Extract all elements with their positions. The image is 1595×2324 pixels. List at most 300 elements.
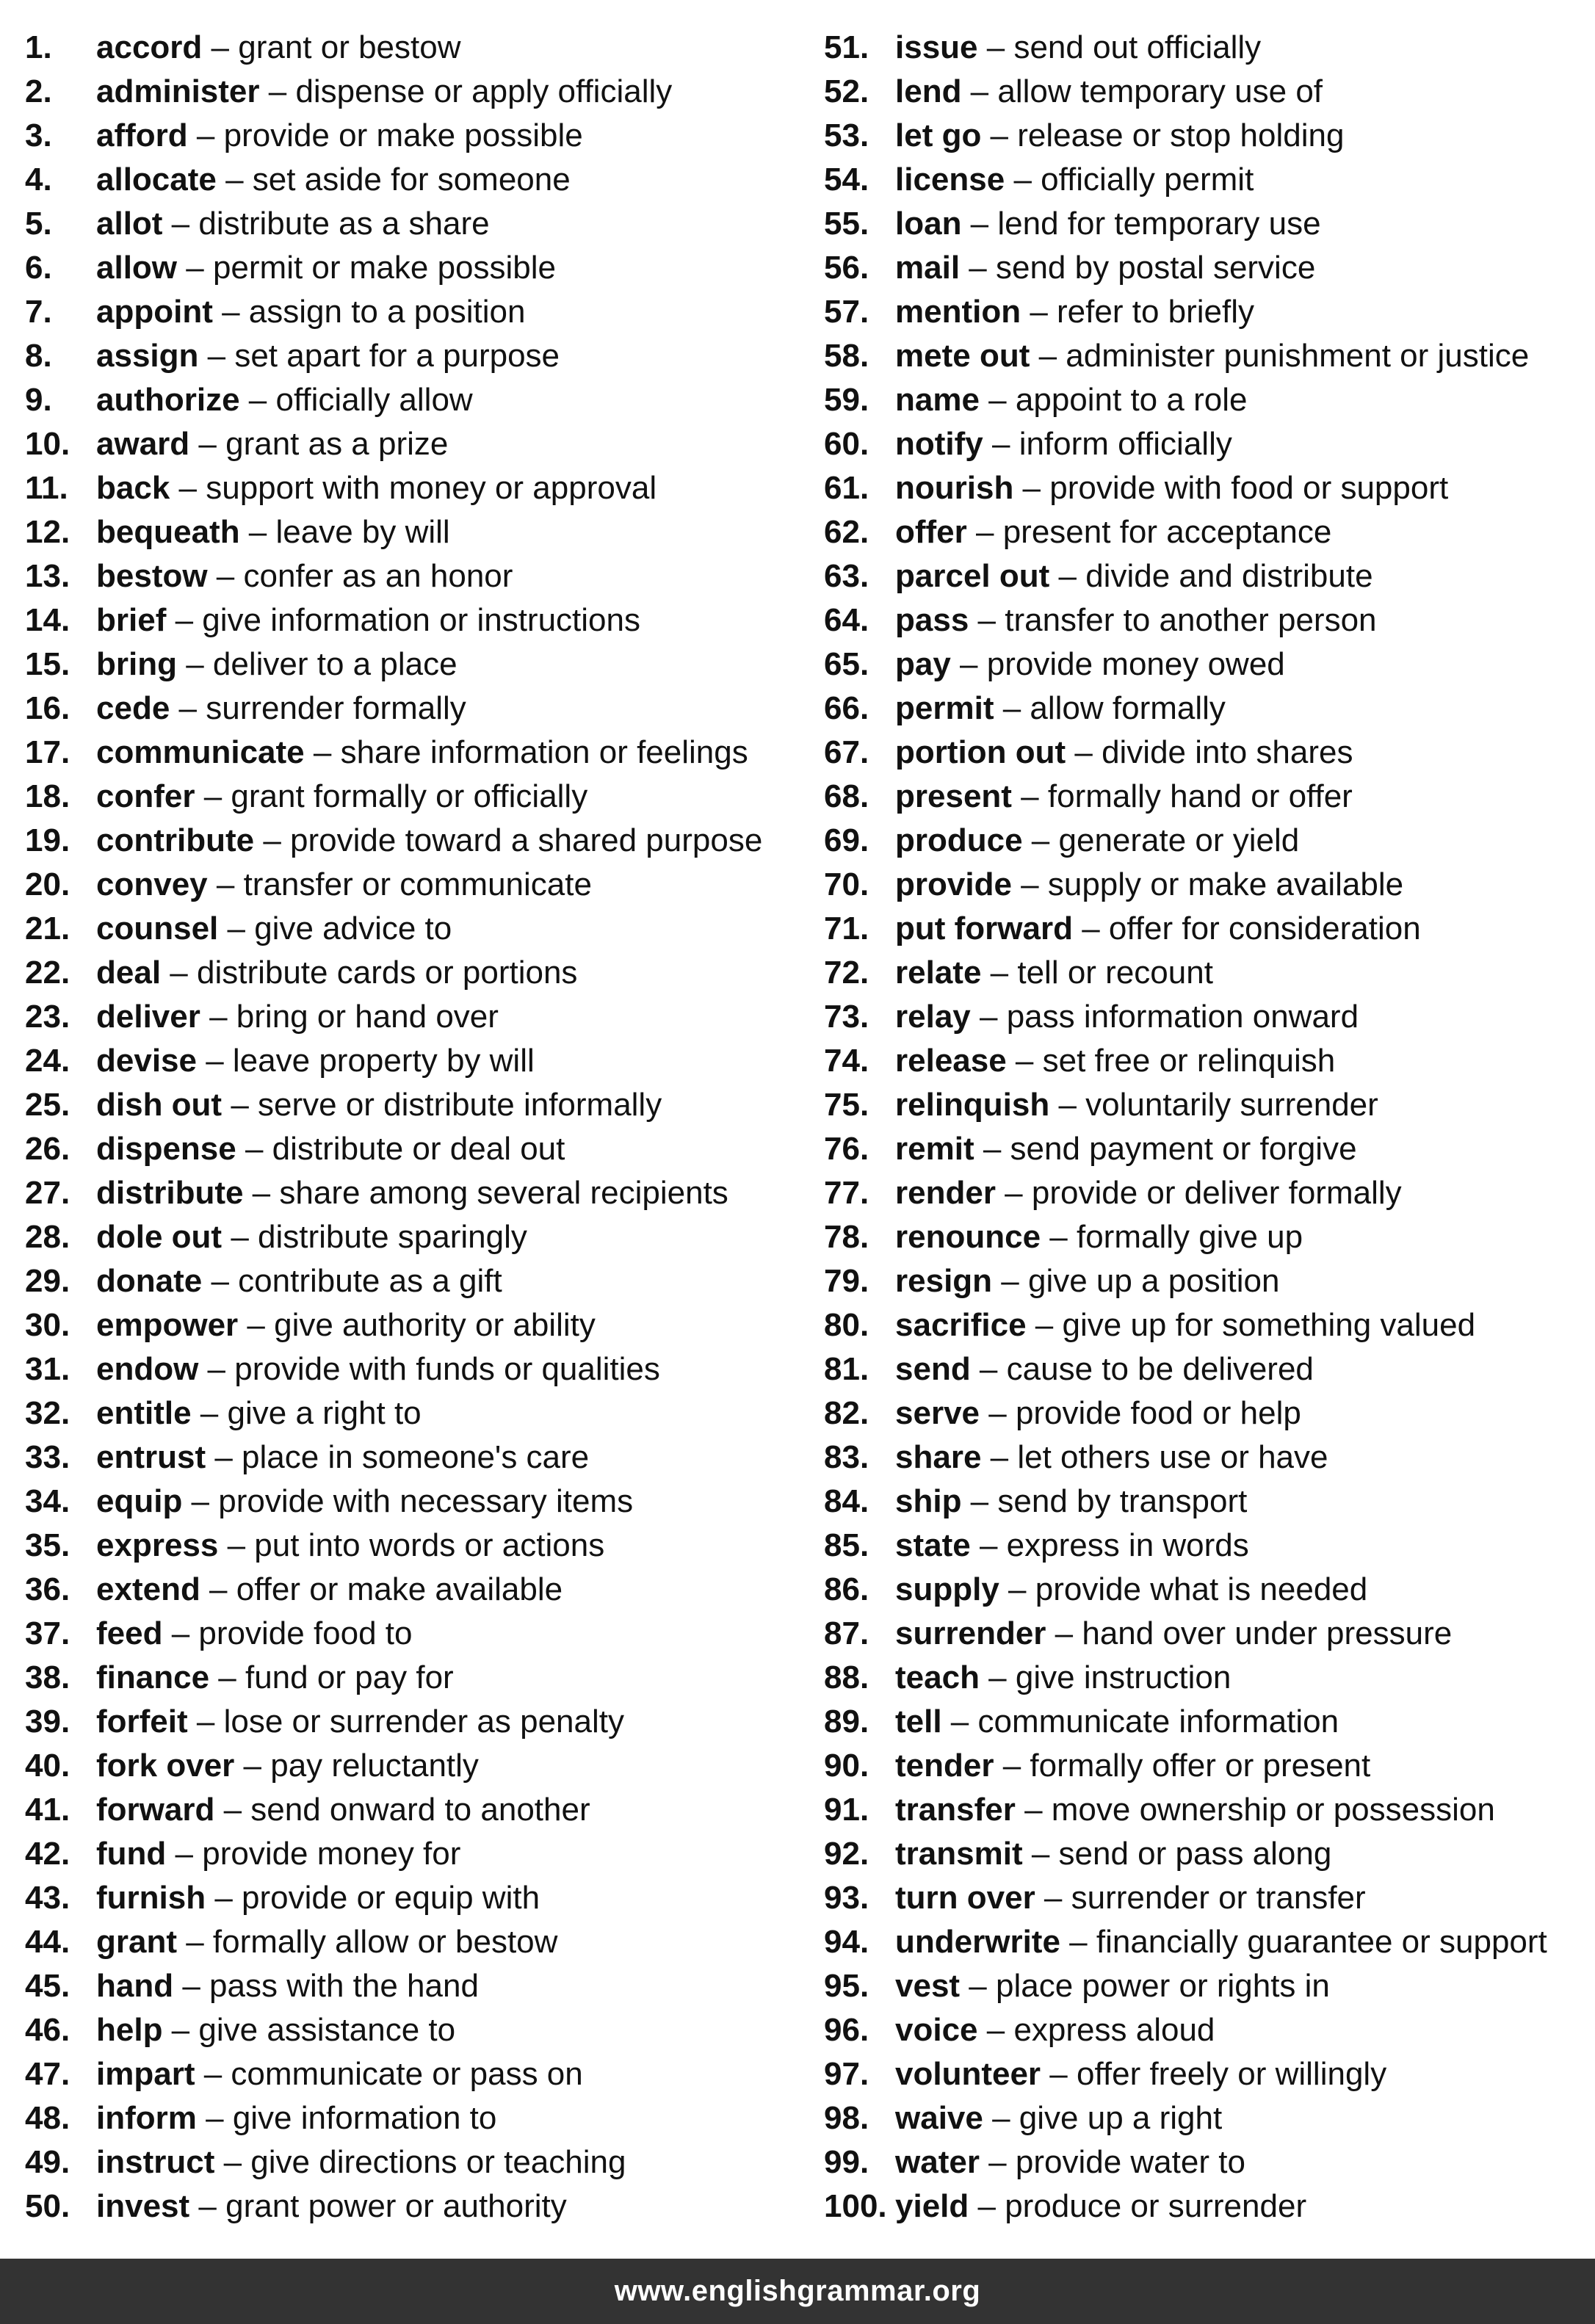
item-text <box>96 1127 565 1171</box>
list-item <box>824 951 1588 995</box>
item-word: provide <box>895 866 1012 902</box>
item-definition: assign to a position <box>248 294 526 330</box>
item-word: entitle <box>96 1395 192 1431</box>
item-word: express <box>96 1527 219 1563</box>
item-text <box>96 907 452 951</box>
list-item <box>824 2052 1588 2096</box>
list-item <box>25 554 796 598</box>
item-separator: – <box>1011 866 1048 902</box>
item-text <box>895 863 1403 907</box>
list-item <box>824 1083 1588 1127</box>
item-definition: share information or feelings <box>340 734 748 770</box>
item-text <box>895 1612 1452 1656</box>
item-number: 23. <box>25 999 70 1035</box>
item-number: 12. <box>25 514 70 550</box>
item-number: 72. <box>824 955 869 991</box>
item-separator: – <box>941 1704 978 1740</box>
list-item <box>25 1612 796 1656</box>
item-number: 88. <box>824 1659 869 1695</box>
item-text <box>895 2184 1306 2229</box>
item-number: 100. <box>824 2188 887 2224</box>
item-word: bestow <box>96 558 208 594</box>
item-number: 26. <box>25 1131 70 1167</box>
item-word: parcel out <box>895 558 1050 594</box>
item-definition: give information to <box>232 2100 497 2136</box>
item-definition: provide with funds or qualities <box>234 1351 660 1387</box>
item-separator: – <box>970 1351 1007 1387</box>
item-word: hand <box>96 1968 174 2004</box>
list-item <box>25 642 796 687</box>
list-item <box>25 598 796 642</box>
item-word: extend <box>96 1571 200 1607</box>
item-definition: permit or make possible <box>212 250 557 286</box>
item-separator: – <box>254 822 291 858</box>
item-definition: move ownership or possession <box>1051 1792 1495 1828</box>
item-definition: contribute as a gift <box>238 1263 502 1299</box>
item-definition: administer punishment or justice <box>1066 338 1530 374</box>
list-item <box>824 1039 1588 1083</box>
item-definition: lend for temporary use <box>997 206 1321 242</box>
item-separator: – <box>161 955 197 991</box>
list-item <box>25 995 796 1039</box>
item-word: issue <box>895 29 978 65</box>
item-text <box>96 1524 604 1568</box>
item-number: 68. <box>824 778 869 814</box>
item-number: 20. <box>25 866 70 902</box>
item-word: produce <box>895 822 1023 858</box>
item-number: 89. <box>824 1704 869 1740</box>
item-separator: – <box>195 2056 231 2092</box>
item-word: dish out <box>96 1087 223 1123</box>
item-word: appoint <box>96 294 213 330</box>
item-word: supply <box>895 1571 999 1607</box>
item-separator: – <box>177 1924 213 1960</box>
list-item <box>824 1876 1588 1920</box>
item-number: 82. <box>824 1395 869 1431</box>
item-definition: produce or surrender <box>1005 2188 1307 2224</box>
item-word: pay <box>895 646 951 682</box>
item-definition: send by transport <box>997 1483 1248 1519</box>
item-definition: formally offer or present <box>1030 1748 1371 1784</box>
item-text <box>895 1480 1247 1524</box>
item-definition: give a right to <box>227 1395 422 1431</box>
item-text <box>96 2140 626 2184</box>
item-definition: release or stop holding <box>1017 117 1345 153</box>
item-definition: express aloud <box>1013 2012 1215 2048</box>
item-word: devise <box>96 1043 197 1079</box>
item-definition: pay reluctantly <box>270 1748 479 1784</box>
list-item <box>824 202 1588 246</box>
item-number: 49. <box>25 2144 70 2180</box>
item-number: 47. <box>25 2056 70 2092</box>
item-word: lend <box>895 73 962 109</box>
item-word: entrust <box>96 1439 206 1475</box>
item-separator: – <box>177 250 213 286</box>
item-definition: set aside for someone <box>252 162 571 198</box>
item-word: relate <box>895 955 982 991</box>
item-separator: – <box>202 29 239 65</box>
list-item <box>25 1744 796 1788</box>
item-definition: provide with necessary items <box>218 1483 634 1519</box>
list-item <box>824 598 1588 642</box>
item-word: renounce <box>895 1219 1041 1255</box>
item-text <box>96 1436 589 1480</box>
item-definition: provide money for <box>202 1836 461 1872</box>
item-definition: provide or deliver formally <box>1031 1175 1402 1211</box>
list-item <box>824 2184 1588 2229</box>
item-definition: transfer or communicate <box>243 866 592 902</box>
item-separator: – <box>992 1263 1028 1299</box>
item-word: finance <box>96 1659 210 1695</box>
item-text <box>895 290 1254 334</box>
item-number: 19. <box>25 822 70 858</box>
item-word: distribute <box>96 1175 244 1211</box>
item-definition: communicate or pass on <box>231 2056 583 2092</box>
item-word: accord <box>96 29 203 65</box>
item-definition: set free or relinquish <box>1042 1043 1336 1079</box>
item-definition: send or pass along <box>1058 1836 1332 1872</box>
list-item <box>25 290 796 334</box>
item-separator: – <box>979 382 1016 418</box>
item-separator: – <box>166 1836 203 1872</box>
item-number: 38. <box>25 1659 70 1695</box>
item-definition: give up a position <box>1027 1263 1280 1299</box>
item-separator: – <box>170 690 206 726</box>
list-item <box>824 995 1588 1039</box>
item-separator: – <box>961 1483 998 1519</box>
item-word: counsel <box>96 911 219 946</box>
item-word: turn over <box>895 1880 1035 1916</box>
item-separator: – <box>1049 1087 1086 1123</box>
item-separator: – <box>304 734 341 770</box>
item-word: deal <box>96 955 162 991</box>
item-text <box>96 687 466 731</box>
item-separator: – <box>191 1395 228 1431</box>
list-item <box>824 1127 1588 1171</box>
item-separator: – <box>981 117 1018 153</box>
list-item <box>824 1568 1588 1612</box>
item-number: 40. <box>25 1748 70 1784</box>
item-number: 99. <box>824 2144 869 2180</box>
item-text <box>96 1700 624 1744</box>
item-text <box>895 1303 1475 1347</box>
list-item <box>25 1347 796 1391</box>
item-number: 53. <box>824 117 869 153</box>
list-item <box>25 863 796 907</box>
item-definition: let others use or have <box>1017 1439 1328 1475</box>
item-definition: offer freely or willingly <box>1076 2056 1387 2092</box>
item-definition: give up for something valued <box>1062 1307 1476 1343</box>
item-separator: – <box>162 1615 199 1651</box>
item-number: 91. <box>824 1792 869 1828</box>
list-item <box>824 1347 1588 1391</box>
list-item <box>824 1524 1588 1568</box>
item-word: sacrifice <box>895 1307 1027 1343</box>
item-word: back <box>96 470 170 506</box>
item-separator: – <box>950 646 987 682</box>
item-text <box>895 1964 1330 2008</box>
list-item <box>25 202 796 246</box>
item-number: 16. <box>25 690 70 726</box>
item-separator: – <box>218 911 255 946</box>
item-text <box>96 951 577 995</box>
item-text <box>96 1656 454 1700</box>
word-list <box>0 26 1595 2229</box>
item-text <box>96 378 473 422</box>
item-number: 74. <box>824 1043 869 1079</box>
item-definition: put into words or actions <box>254 1527 605 1563</box>
item-text <box>895 1876 1366 1920</box>
list-item <box>25 1700 796 1744</box>
item-definition: appoint to a role <box>1015 382 1248 418</box>
item-definition: divide and distribute <box>1085 558 1373 594</box>
item-number: 67. <box>824 734 869 770</box>
item-separator: – <box>1022 1836 1059 1872</box>
item-word: bequeath <box>96 514 240 550</box>
item-definition: generate or yield <box>1058 822 1300 858</box>
item-text <box>895 1039 1335 1083</box>
item-text <box>96 775 587 819</box>
item-separator: – <box>1072 911 1109 946</box>
item-word: furnish <box>96 1880 206 1916</box>
item-word: confer <box>96 778 195 814</box>
item-separator: – <box>239 514 276 550</box>
item-text <box>96 1612 413 1656</box>
list-item <box>25 1215 796 1259</box>
item-word: relinquish <box>895 1087 1050 1123</box>
item-text <box>895 775 1353 819</box>
item-word: instruct <box>96 2144 215 2180</box>
item-definition: grant power or authority <box>225 2188 567 2224</box>
item-text <box>895 1568 1367 1612</box>
item-separator: – <box>979 1659 1016 1695</box>
item-separator: – <box>195 778 231 814</box>
list-item <box>824 334 1588 378</box>
item-text <box>96 246 556 290</box>
item-number: 65. <box>824 646 869 682</box>
list-item <box>25 114 796 158</box>
item-separator: – <box>969 602 1005 638</box>
list-item <box>824 1259 1588 1303</box>
item-text <box>96 1039 535 1083</box>
item-definition: divide into shares <box>1102 734 1353 770</box>
item-word: award <box>96 426 190 462</box>
item-definition: deliver to a place <box>212 646 457 682</box>
item-text <box>96 70 672 114</box>
list-item <box>25 1568 796 1612</box>
list-item <box>25 466 796 510</box>
item-text <box>96 1391 422 1436</box>
item-separator: – <box>961 73 998 109</box>
item-number: 21. <box>25 911 70 946</box>
item-number: 34. <box>25 1483 70 1519</box>
item-number: 83. <box>824 1439 869 1475</box>
item-definition: send by postal service <box>995 250 1316 286</box>
item-word: render <box>895 1175 996 1211</box>
item-text <box>96 1259 502 1303</box>
item-number: 56. <box>824 250 869 286</box>
item-number: 60. <box>824 426 869 462</box>
item-word: feed <box>96 1615 163 1651</box>
item-separator: – <box>196 2100 233 2136</box>
item-separator: – <box>214 1792 251 1828</box>
item-number: 8. <box>25 338 52 374</box>
item-number: 10. <box>25 426 70 462</box>
item-separator: – <box>198 338 235 374</box>
item-word: brief <box>96 602 167 638</box>
item-definition: provide or make possible <box>223 117 583 153</box>
item-number: 11. <box>25 470 68 506</box>
item-word: underwrite <box>895 1924 1060 1960</box>
item-separator: – <box>980 1395 1016 1431</box>
item-word: mention <box>895 294 1021 330</box>
item-text <box>96 1568 563 1612</box>
item-text <box>96 642 457 687</box>
item-definition: place in someone's care <box>242 1439 590 1475</box>
item-word: equip <box>96 1483 183 1519</box>
item-definition: leave by will <box>275 514 450 550</box>
item-number: 4. <box>25 162 52 198</box>
item-definition: fund or pay for <box>245 1659 454 1695</box>
item-text <box>895 1171 1402 1215</box>
list-item <box>824 1920 1588 1964</box>
item-definition: allow formally <box>1030 690 1226 726</box>
item-separator: – <box>234 1748 271 1784</box>
item-definition: hand over under pressure <box>1082 1615 1453 1651</box>
item-definition: financially guarantee or support <box>1096 1924 1547 1960</box>
item-definition: give up a right <box>1019 2100 1223 2136</box>
item-text <box>895 1127 1357 1171</box>
item-text <box>96 598 640 642</box>
list-item <box>25 2052 796 2096</box>
item-number: 51. <box>824 29 869 65</box>
item-text <box>895 378 1247 422</box>
item-definition: give instruction <box>1015 1659 1231 1695</box>
item-word: tender <box>895 1748 994 1784</box>
item-definition: tell or recount <box>1017 955 1213 991</box>
item-word: fund <box>96 1836 167 1872</box>
item-word: notify <box>895 426 983 462</box>
item-definition: formally hand or offer <box>1047 778 1353 814</box>
item-number: 41. <box>25 1792 70 1828</box>
item-text <box>895 1788 1495 1832</box>
item-word: loan <box>895 206 962 242</box>
item-text <box>895 687 1226 731</box>
list-item <box>824 246 1588 290</box>
item-definition: dispense or apply officially <box>295 73 673 109</box>
item-number: 7. <box>25 294 52 330</box>
list-item <box>824 378 1588 422</box>
list-item <box>824 158 1588 202</box>
item-number: 69. <box>824 822 869 858</box>
item-separator: – <box>1046 1615 1082 1651</box>
list-item <box>824 687 1588 731</box>
item-separator: – <box>206 1439 242 1475</box>
item-text <box>895 554 1373 598</box>
list-item <box>25 1259 796 1303</box>
item-text <box>895 1656 1231 1700</box>
list-item <box>824 70 1588 114</box>
item-separator: – <box>999 1571 1035 1607</box>
item-separator: – <box>1011 778 1048 814</box>
item-separator: – <box>259 73 296 109</box>
item-word: convey <box>96 866 208 902</box>
item-separator: – <box>970 1527 1007 1563</box>
item-separator: – <box>1026 1307 1063 1343</box>
list-item <box>25 158 796 202</box>
item-text <box>96 2052 583 2096</box>
item-word: transfer <box>895 1792 1016 1828</box>
list-item <box>824 642 1588 687</box>
item-number: 36. <box>25 1571 70 1607</box>
item-text <box>96 2008 455 2052</box>
item-word: tell <box>895 1704 942 1740</box>
item-text <box>895 158 1254 202</box>
item-separator: – <box>1035 1880 1071 1916</box>
item-separator: – <box>1041 1219 1077 1255</box>
item-number: 98. <box>824 2100 869 2136</box>
item-definition: distribute as a share <box>198 206 490 242</box>
item-definition: send out officially <box>1013 29 1262 65</box>
item-definition: provide food to <box>198 1615 413 1651</box>
list-item <box>824 1171 1588 1215</box>
item-separator: – <box>974 1131 1010 1167</box>
item-word: yield <box>895 2188 969 2224</box>
item-number: 22. <box>25 955 70 991</box>
item-separator: – <box>239 382 276 418</box>
left-column <box>25 26 796 2229</box>
item-definition: transfer to another person <box>1005 602 1377 638</box>
item-definition: pass with the hand <box>209 1968 479 2004</box>
item-number: 94. <box>824 1924 869 1960</box>
item-text <box>895 26 1261 70</box>
item-text <box>895 642 1285 687</box>
item-word: present <box>895 778 1012 814</box>
list-item <box>824 2008 1588 2052</box>
list-item <box>824 1480 1588 1524</box>
item-word: offer <box>895 514 967 550</box>
item-separator: – <box>1005 162 1041 198</box>
item-separator: – <box>1013 470 1050 506</box>
item-definition: place power or rights in <box>996 1968 1330 2004</box>
item-word: ship <box>895 1483 962 1519</box>
item-number: 70. <box>824 866 869 902</box>
item-separator: – <box>206 1880 242 1916</box>
item-definition: cause to be delivered <box>1006 1351 1314 1387</box>
item-number: 61. <box>824 470 869 506</box>
item-word: pass <box>895 602 969 638</box>
item-text <box>895 510 1331 554</box>
list-item <box>25 687 796 731</box>
item-word: donate <box>96 1263 203 1299</box>
item-text <box>96 1920 557 1964</box>
item-word: state <box>895 1527 971 1563</box>
item-text <box>895 2052 1386 2096</box>
list-item <box>25 1920 796 1964</box>
item-separator: – <box>236 1131 272 1167</box>
item-word: allocate <box>96 162 217 198</box>
item-separator: – <box>983 426 1019 462</box>
item-number: 76. <box>824 1131 869 1167</box>
item-number: 95. <box>824 1968 869 2004</box>
item-text <box>895 1083 1378 1127</box>
item-number: 52. <box>824 73 869 109</box>
list-item <box>824 1744 1588 1788</box>
item-number: 96. <box>824 2012 869 2048</box>
item-number: 55. <box>824 206 869 242</box>
item-definition: set apart for a purpose <box>234 338 560 374</box>
item-number: 25. <box>25 1087 70 1123</box>
